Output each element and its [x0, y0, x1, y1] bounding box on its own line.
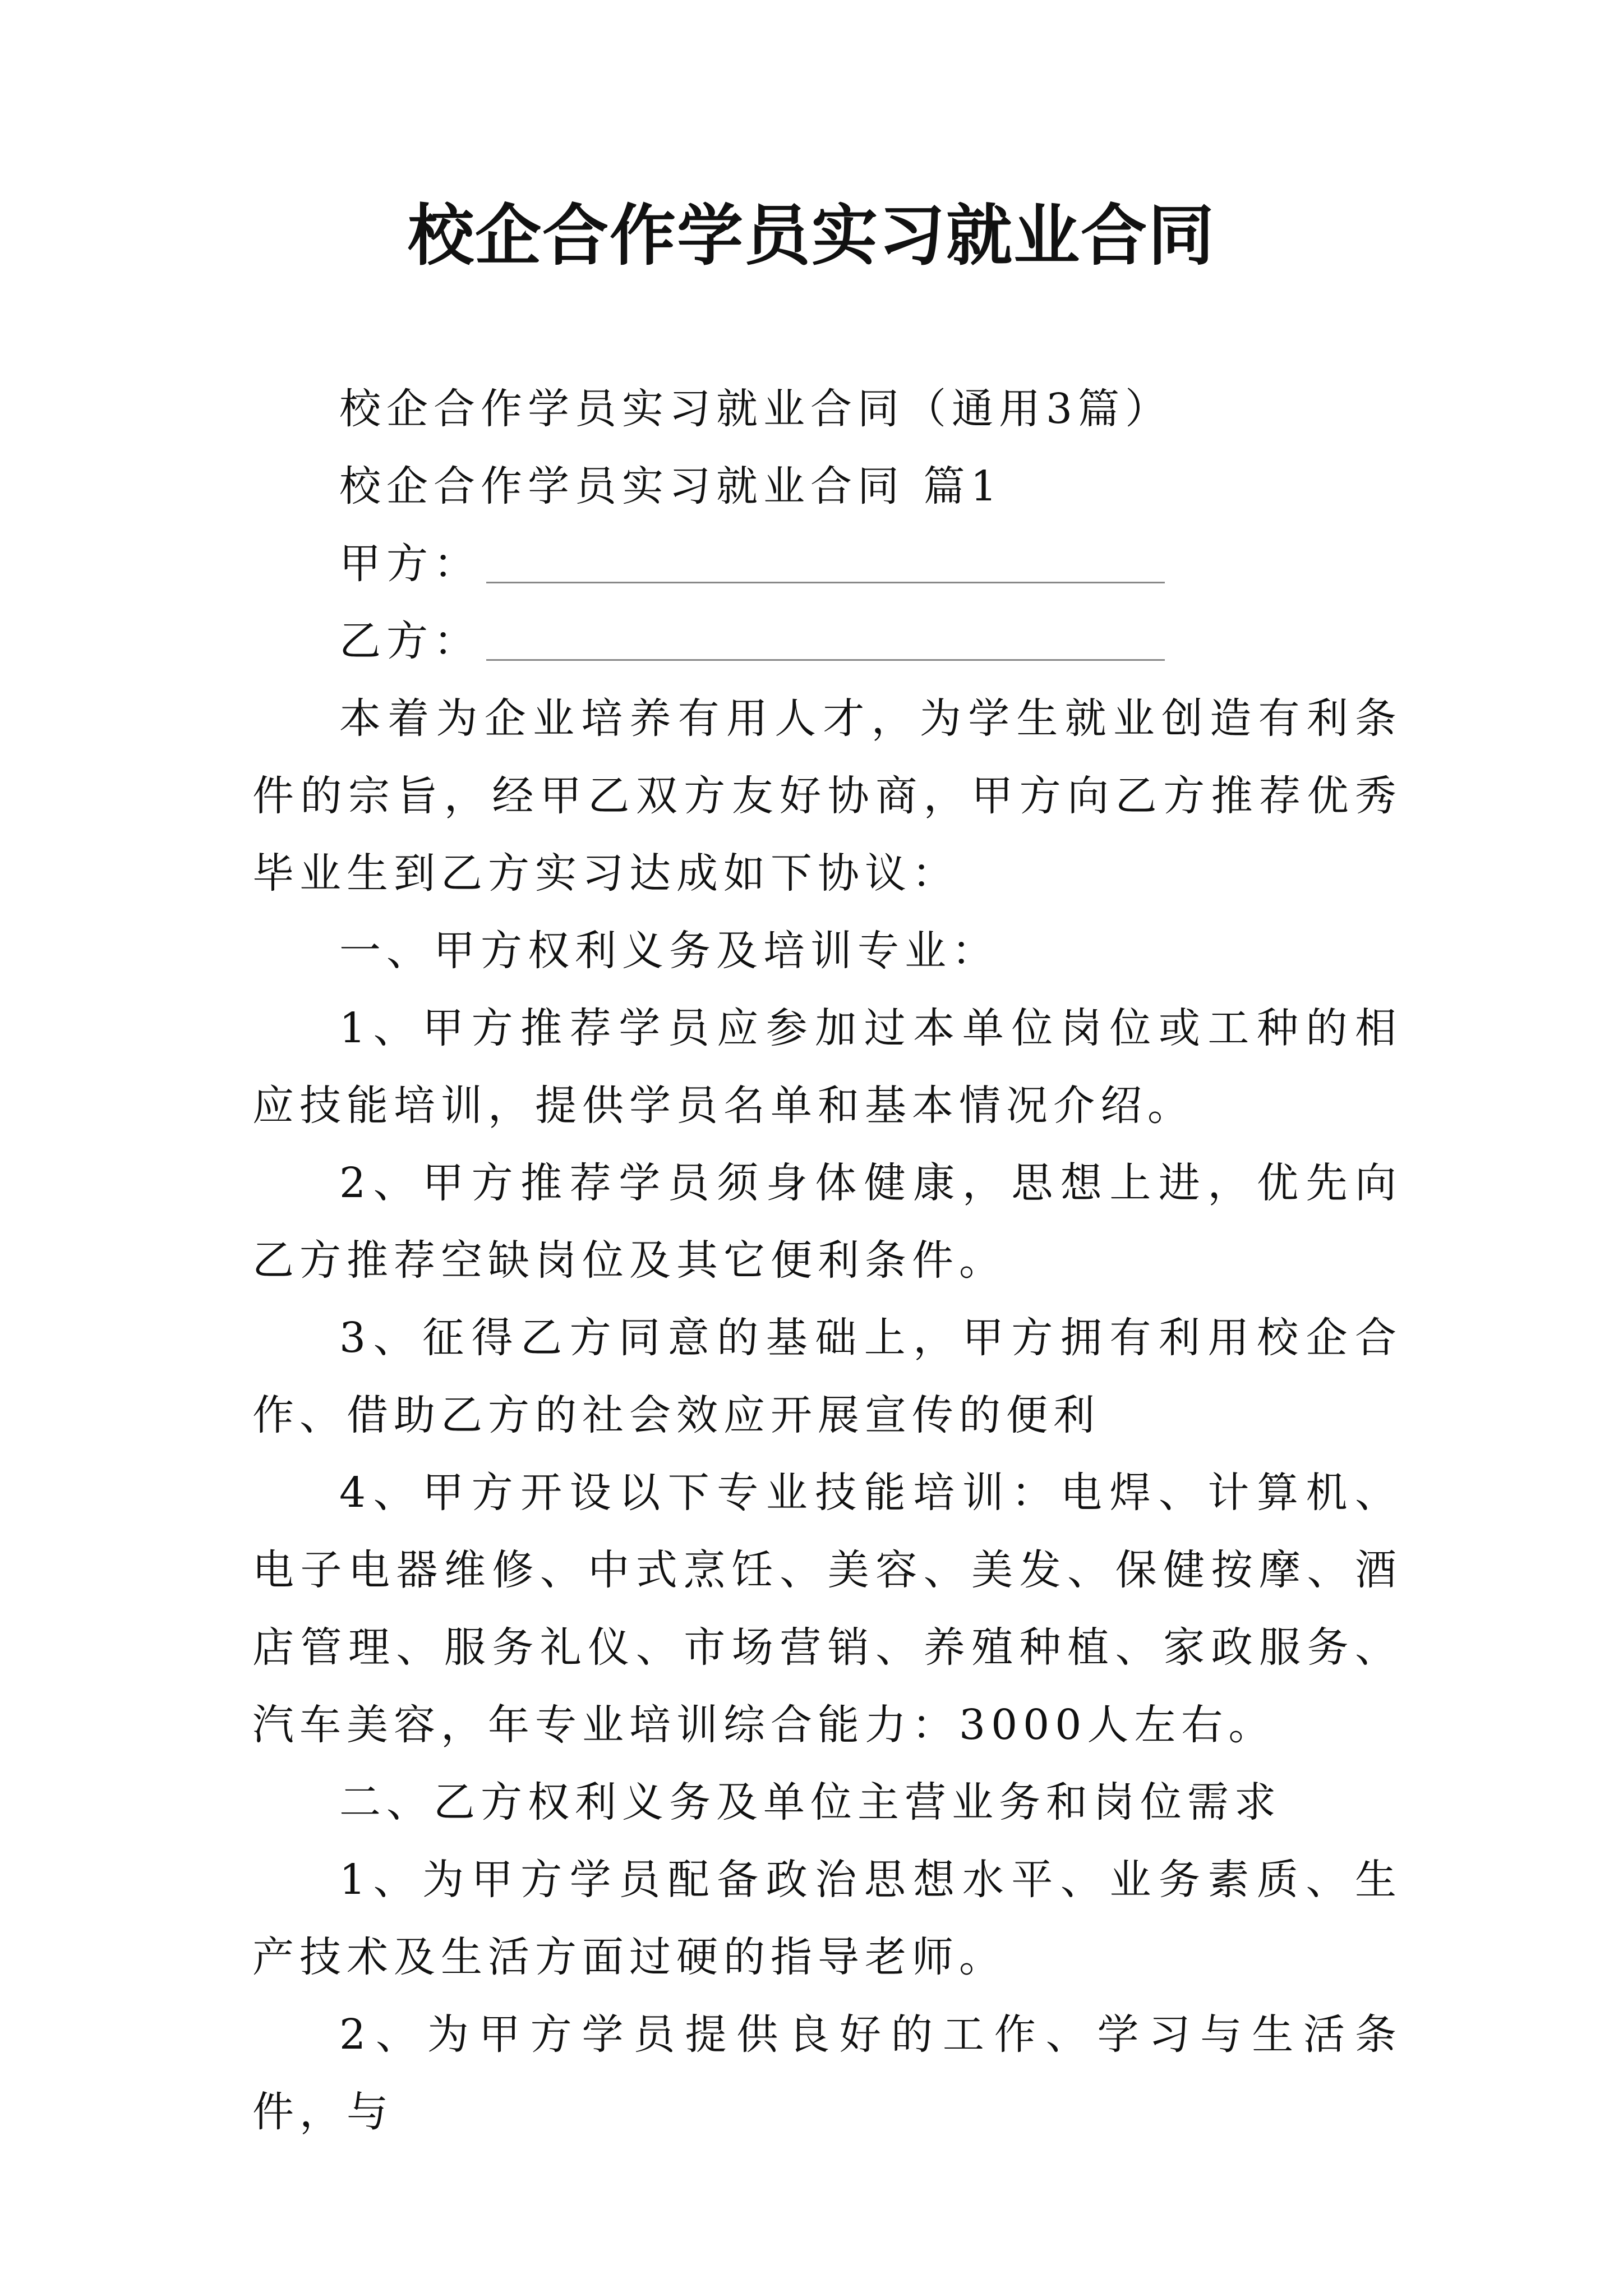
document-body: [252, 370, 1402, 2151]
section-heading: 校企合作学员实习就业合同 篇1: [339, 462, 1003, 510]
party-b-field: [252, 602, 1402, 680]
party-b-label: 乙方：: [339, 617, 481, 665]
party-a-field: [252, 525, 1402, 602]
paragraph-a-2: 2、甲方推荐学员须身体健康，思想上进，优先向乙方推荐空缺岗位及其它便利条件。: [252, 1159, 1402, 1285]
paragraph-b-1: 1、为甲方学员配备政治思想水平、业务素质、生产技术及生活方面过硬的指导老师。: [252, 1856, 1402, 1981]
paragraph-a-1: 1、甲方推荐学员应参加过本单位岗位或工种的相应技能培训，提供学员名单和基本情况介绍。: [252, 1004, 1402, 1130]
paragraph-a-3: 3、征得乙方同意的基础上，甲方拥有利用校企合作、借助乙方的社会效应开展宣传的便利: [252, 1314, 1402, 1439]
paragraph-heading-party-b: 二、乙方权利义务及单位主营业务和岗位需求: [339, 1778, 1281, 1826]
party-a-blank-line: [486, 582, 1165, 583]
document-title: 校企合作学员实习就业合同: [407, 196, 1215, 274]
paragraph-heading-party-a: 一、甲方权利义务及培训专业：: [339, 927, 999, 975]
paragraph-a-4: 4、甲方开设以下专业技能培训：电焊、计算机、电子电器维修、中式烹饪、美容、美发、保健按摩、酒店管理、服务礼仪、市场营销、养殖种植、家政服务、汽车美容，年专业培训综合能力：3000人左右。: [252, 1469, 1402, 1749]
paragraph-intro: 本着为企业培养有用人才，为学生就业创造有利条件的宗旨，经甲乙双方友好协商，甲方向乙方推荐优秀毕业生到乙方实习达成如下协议：: [252, 694, 1402, 898]
party-b-blank-line: [486, 659, 1165, 661]
party-a-label: 甲方：: [339, 540, 481, 588]
document-subtitle: 校企合作学员实习就业合同（通用3篇）: [339, 385, 1173, 433]
paragraph-b-2: 2、为甲方学员提供良好的工作、学习与生活条件，与: [252, 2010, 1402, 2136]
